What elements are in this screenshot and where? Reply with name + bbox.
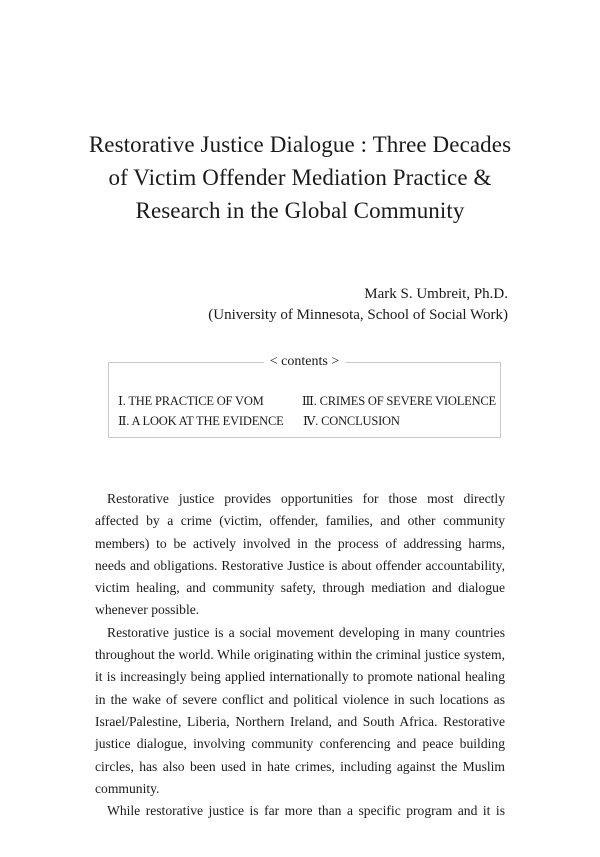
- title-line-1: Restorative Justice Dialogue : Three Decades: [88, 132, 512, 157]
- contents-label: < contents >: [264, 352, 345, 372]
- title-line-3: Research in the Global Community: [135, 198, 465, 223]
- paragraph-1: Restorative justice provides opportunities for those most directly affected by a crime (victim, offender, families, and other community members) to be actively involved in the process of addressing harms, needs and obligations. Restorative Justice is about offender accountability, victim healing, and community safety, through mediation and dialogue whenever possible.: [95, 491, 505, 618]
- paragraph-2: Restorative justice is a social movement developing in many countries throughout the world. While originating within the criminal justice system, it is increasingly being applied internationally to promote national healing in the wake of severe conflict and political violence in such locations as Israel/Palestine, Liberia, Northern Ireland, and South Africa. Restorative justice dialogue, involving community conferencing and peace building circles, has also been used in hate crimes, including against the Muslim community.: [95, 624, 505, 796]
- author-affiliation: (University of Minnesota, School of Social Work): [208, 307, 508, 323]
- contents-box: [108, 354, 501, 438]
- body-text: [95, 488, 505, 822]
- toc-item-1: Ⅰ. THE PRACTICE OF VOM: [118, 394, 264, 408]
- toc-item-4: Ⅳ. CONCLUSION: [303, 414, 400, 428]
- table-of-contents: [118, 391, 496, 431]
- toc-row: [118, 411, 496, 431]
- toc-item-2: Ⅱ. A LOOK AT THE EVIDENCE: [118, 414, 284, 428]
- paper-title: [60, 128, 540, 227]
- title-line-2: of Victim Offender Mediation Practice &: [108, 165, 492, 190]
- author-block: [208, 284, 508, 326]
- toc-item-3: Ⅲ. CRIMES OF SEVERE VIOLENCE: [301, 394, 496, 408]
- author-name: Mark S. Umbreit, Ph.D.: [364, 286, 508, 302]
- toc-row: [118, 391, 496, 411]
- paragraph-3: While restorative justice is far more than a specific program and it is: [107, 803, 505, 819]
